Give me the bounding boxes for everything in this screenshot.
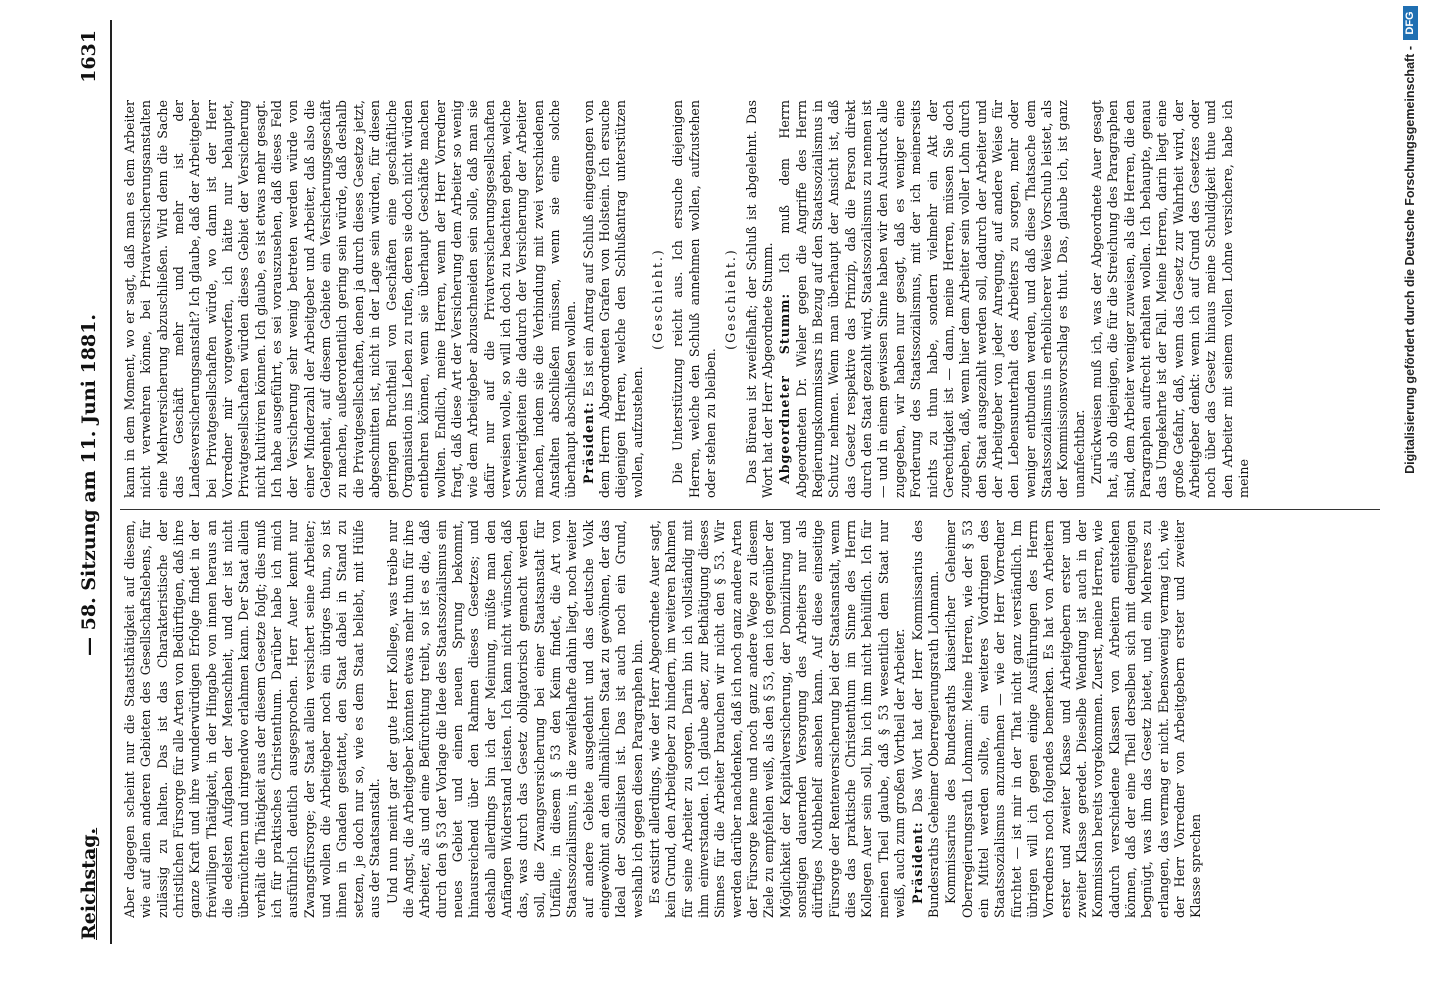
paragraph: Und nun meint gar der gute Herr Kollege, was treibe nur die Angst, die Arbeitgeber könnten etwas mehr thun für ihre Arbeiter, als und eine Befürchtung treibt, so ist es die, daß durch den § 53 der Vorlage die Idee des Staatssozialismus ein neues Gebiet und einen neuen Sprung bekommt, hinausreichend über den Rahmen dieses Gesetzes; und deshalb allerdings bin ich der Meinung, müßte man den Anfängen Widerstand leisten. Ich kann nicht wünschen, daß das, was durch das Gesetz obligatorisch gemacht werden soll, die Zwangsversicherung bei einer Staatsanstalt für Unfälle, in diesem § 53 den Keim findet, die Art von Staatssozialismus, in die zweifelhafte dahin liegt, noch weiter auf andere Gebiete ausgedehnt und das deutsche Volk eingewöhnt an den allmählichen Staat zu gewöhnen, der das Ideal der Sozialisten ist. Das ist auch noch ein Grund, weshalb ich gegen diesen Paragraphen bin.	[384, 520, 645, 918]
page-header	[78, 30, 106, 940]
column-separator	[120, 509, 1380, 510]
credit-text: Digitalisierung gefördert durch die Deutsche Forschungsgemeinschaft -	[1403, 46, 1417, 474]
paragraph: Die Unterstützung reicht aus. Ich ersuche diejenigen Herren, welche den Schluß annehmen wollen, aufzustehen oder stehen zu bleiben.	[670, 100, 719, 498]
header-session-date: — 58. Sitzung am 11. Juni 1881.	[78, 314, 100, 656]
dfg-logo: DFG	[1403, 6, 1418, 40]
stage-direction: (Geschieht.)	[650, 248, 665, 350]
speaker-paragraph	[581, 100, 646, 498]
paragraph: Zurückweisen muß ich, was der Abgeordnete Auer gesagt hat, als ob diejenigen, die für die Streichung des Paragraphen sind, dem Arbeiter weniger zuweisen, als die Herren, die den Paragraphen aufrecht erhalten wollen. Ich behaupte, genau das Umgekehrte ist der Fall. Meine Herren, darin liegt eine große Gefahr, daß, wenn das Gesetz zur Wahrheit wird, der Arbeitgeber denkt: wenn ich auf Grund des Gesetzes oder noch über das Gesetz hinaus meine Schuldigkeit thue und den Arbeiter mit seinem vollen Lohne versichere, habe ich meine	[1088, 100, 1252, 498]
speaker-label: Präsident:	[909, 821, 925, 904]
paragraph: Das Büreau ist zweifelhaft; der Schluß ist abgelehnt. Das Wort hat der Herr Abgeordnete Stumm.	[743, 100, 776, 498]
paragraph: Aber dagegen scheint nur die Staatsthätigkeit auf diesem, wie auf allen anderen Gebieten des Gesellschaftslebens, für zulässig zu halten. Das ist das Charakteristische der christlichen Fürsorge für alle Arten von Bedürftigen, daß ihre ganze Kraft und ihre wunderwürdigen Erfolge findet in der freiwilligen Thätigkeit, in der Hingabe von innen heraus an die edelsten Aufgaben der Menschheit, und der ist nicht übernüchtern und nirgendwo erlahmen kann. Der Staat allein verhält die Thätigkeit aus der diesem Gesetze folgt; dies muß ich für praktisches Christenthum. Darüber habe ich mich ausführlich deutlich ausgesprochen. Herr Auer kennt nur Zwangsfürsorge; der Staat allein versichert seine Arbeiter; und wollen die Arbeitgeber noch ein übriges thun, so ist ihnen in Gnaden gestattet, den Staat dabei in Stand zu setzen, je doch nur so, wie es dem Staat beliebt, mit Hülfe aus der Staatsanstalt.	[122, 520, 383, 918]
speaker-paragraph	[910, 520, 943, 918]
paragraph: kann in dem Moment, wo er sagt, daß man es dem Arbeiter nicht verwehren könne, bei Privatversicherungsanstalten eine Mehrversicherung abzuschließen. Wird denn die Sache das Geschäft mehr und mehr ist der Landesversicherungsanstalt? Ich glaube, daß der Arbeitgeber bei Privatgesellschaften würde, wo dann ist der Herr Vorredner mir vorgeworfen, ich hätte nur behauptet, Privatgesellschaften würden dieses Gebiet der Versicherung nicht kultiviren können. Ich glaube, es ist etwas mehr gesagt. Ich habe ausgeführt, es sei vorauszusehen, daß dieses Feld der Versicherung sehr wenig betreten werden würde von einer Minderzahl der Arbeitgeber und Arbeiter, daß also die Gelegenheit, auf diesem Gebiete ein Versicherungsgeschäft zu machen, außerordentlich gering sein würde, daß deshalb die Privatgesellschaften, denen ja durch dieses Gesetze jetzt, abgeschnitten ist, nicht in der Lage sein würden, für diesen geringen Bruchtheil von Geschäften eine geschäftliche Organisation ins Leben zu rufen, deren sie doch nicht würden entbehren können, wenn sie überhaupt Geschäfte machen wollten. Endlich, meine Herren, wenn der Herr Vorredner fragt, daß diese Art der Versicherung dem Arbeiter so wenig wie dem Arbeitgeber abzuschneiden sein solle, daß man sie dafür nur auf die Privatversicherungsgesellschaften verweisen wolle, so will ich doch zu beachten geben, welche Schwierigkeiten die dadurch der Versicherung der Arbeiter machen, indem sie die Verbindung mit zwei verschiedenen Anstalten abschließen müssen, wenn sie eine solche überhaupt abschließen wollen.	[122, 100, 579, 498]
speaker-text: Es ist ein Antrag auf Schluß eingegangen von dem Herrn Abgeordneten Grafen von Holstein. Ich ersuche diejenigen Herren, welche den Schlußantrag unterstützen wollen, aufzustehen.	[580, 100, 645, 498]
right-column	[122, 100, 1388, 498]
paragraph: Kommissarius des Bundesraths kaiserlicher Geheimer Oberregierungsrath Lohmann: Meine Herren, wie der § 53 ein Mittel werden sollte, ein weiteres Vordringen des Staatssozialismus anzunehmen — wie der Herr Vorredner fürchtet — ist mir in der That nicht ganz verständlich. Im übrigen will ich gegen einige Ausführungen des Herrn Vorredners noch folgendes bemerken. Es hat von Arbeitern erster und zweiter Klasse und Arbeitgebern erster und zweiter Klasse geredet. Dieselbe Wendung ist auch in der Kommission bereits vorgekommen. Zuerst, meine Herren, wie dadurch verschiedene Klassen von Arbeitern entstehen können, daß der eine Theil derselben sich mit demjenigen begnügt, was ihm das Gesetz bietet, und ein Mehreres zu erlangen, das vermag er nicht. Ebensowenig vermag ich, wie der Herr Vorredner von Arbeitgebern erster und zweiter Klasse sprechen	[943, 520, 1204, 918]
speaker-text: Das Wort hat der Herr Kommissarius des Bundesraths Geheimer Oberregierungsrath Lohmann.	[909, 520, 941, 918]
speaker-paragraph	[777, 100, 1088, 498]
left-column	[122, 520, 1388, 918]
header-rule	[110, 20, 112, 944]
speaker-label: Präsident:	[580, 401, 596, 484]
header-reichstag: Reichstag.	[78, 827, 100, 940]
paragraph: Es existirt allerdings, wie der Herr Abgeordnete Auer sagt, kein Grund, den Arbeitgeber zu hindern, im weiteren Rahmen für seine Arbeiter zu sorgen. Darin bin ich vollständig mit ihm einverstanden. Ich glaube aber, zur Bethätigung dieses Sinnes für die Arbeiter brauchen wir nicht den § 53. Wir werden darüber nachdenken, daß ich noch ganz andere Arten der Fürsorge kenne und noch ganz andere Wege zu diesem Ziele zu empfehlen weiß, als den § 53, den ich gegenüber der Möglichkeit der Kapitalversicherung, der Domizilirung und sonstigen dauernden Versorgung des Arbeiters nur als dürftiges Nothbehelf ansehen kann. Auf diese einseitige Fürsorge der Rentenversicherung bei der Staatsanstalt, wenn dies das praktische Christenthum im Sinne des Herrn Kollegen Auer sein soll, bin ich ihm nicht behülflich. Ich für meinen Theil glaube, daß § 53 wesentlich dem Staat nur weiß, auch zum großen Vortheil der Arbeiter.	[647, 520, 908, 918]
stage-direction: (Geschieht.)	[723, 248, 739, 350]
digitization-credit	[1392, 2, 1428, 998]
speaker-label: Abgeordneter Stumm:	[777, 292, 793, 484]
page-number: 1631	[78, 30, 100, 83]
speaker-text: Ich muß dem Herrn Abgeordneten Dr. Wieler gegen die Angriffe des Herrn Regierungskommissars in Bezug auf den Staatssozialismus in Schutz nehmen. Wenn man überhaupt der Ansicht ist, daß das Gesetz respektive das Prinzip, daß die Person direkt durch den Staat gezahlt wird, Staatssozialismus zu nennen ist — und in einem gewissen Sinne haben wir den Ausdruck alle zugegeben, wir haben nur gesagt, daß es weniger eine Forderung des Staatssozialismus, mit der ich meinerseits nichts zu thun habe, sondern vielmehr ein Akt der Gerechtigkeit ist — dann, meine Herren, müssen Sie doch zugeben, daß, wenn hier dem Arbeiter sein voller Lohn durch den Staat ausgezahlt werden soll, dadurch der Arbeiter und der Arbeitgeber von jeder Anregung, auf andere Weise für den Lebensunterhalt des Arbeiters zu sorgen, mehr oder weniger entbunden werden, und daß diese Thatsache dem Staatssozialismus in erheblicherer Weise Vorschub leistet, als der Kommissionsvorschlag es thut. Das, glaube ich, ist ganz unanfechtbar.	[777, 100, 1087, 498]
